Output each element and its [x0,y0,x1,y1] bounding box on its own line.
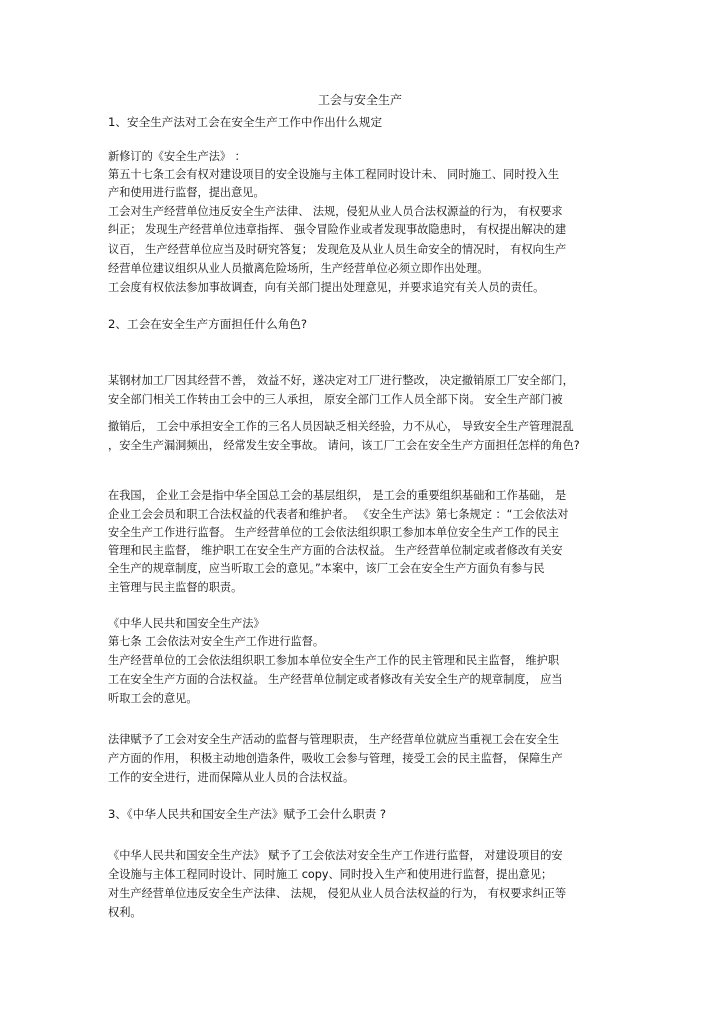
paragraph-line: 产和使用进行监督，提出意见。 [108,186,265,199]
paragraph-line: 纠正； 发现生产经营单位违章指挥、 强令冒险作业或者发现事故隐患时， 有权提出解决的建 [108,223,567,236]
paragraph-line: 工会度有权依法参加事故调查，向有关部门提出处理意见，并要求追究有关人员的责任。 [108,281,545,294]
paragraph-line: 听取工会的意见。 [108,692,198,705]
paragraph-line: 《中华人民共和国安全生产法》 赋予了工会依法对安全生产工作进行监督， 对建设项目的安 [108,849,563,862]
law-citation-title: 《中华人民共和国安全生产法》 [108,617,265,630]
document-title: 工会与安全生产 [317,93,402,107]
paragraph-line: 在我国， 企业工会是指中华全国总工会的基层组织， 是工会的重要组织基础和工作基础， 是 [108,489,567,502]
paragraph-line: 产方面的作用， 积极主动地创造条件，吸收工会参与管理，接受工会的民主监督， 保障生产 [108,752,563,765]
paragraph-line: 经营单位建议组织从业人员撤离危险场所，生产经营单位必须立即作出处理。 [108,262,489,275]
paragraph-line: 工在安全生产方面的合法权益。 生产经营单位制定或者修改有关安全生产的规章制度， 应当 [108,673,563,686]
paragraph-line: 主管理与民主监督的职责。 [108,581,243,594]
section-heading-3: 3、《中华人民共和国安全生产法》赋予工会什么职责 ? [108,807,387,821]
paragraph-line: 撤销后， 工会中承担安全工作的三名人员因缺乏相关经验，力不从心， 导致安全生产管理混乱 [108,420,574,433]
section-heading-1: 1、安全生产法对工会在安全生产工作中作出什么规定 [108,115,383,129]
paragraph-line: 新修订的《安全生产法》 ： [108,150,246,163]
paragraph-line: 法律赋予了工会对安全生产活动的监督与管理职责， 生产经营单位就应当重视工会在安全生 [108,733,560,746]
paragraph-line: 管理和民主监督， 维护职工在安全生产方面的合法权益。 生产经营单位制定或者修改有关安 [108,544,563,557]
paragraph-line: 全设施与主体工程同时设计、同时施工 copy、同时投入生产和使用进行监督，提出意见； [108,868,553,881]
paragraph-line: 对生产经营单位违反安全生产法律、 法规， 侵犯从业人员合法权益的行为， 有权要求纠正等 [108,887,567,900]
paragraph-line: 工会对生产经营单位违反安全生产法律、 法规，侵犯从业人员合法权源益的行为， 有权要求 [108,205,563,218]
paragraph-line: 第五十七条工会有权对建设项目的安全设施与主体工程同时设计未、 同时施工、同时投入生 [108,168,560,181]
paragraph-line: 安全部门相关工作转由工会中的三人承担， 原安全部门工作人员全部下岗。 安全生产部门被 [108,393,563,406]
paragraph-line: 安全生产工作进行监督。 生产经营单位的工会依法组织职工参加本单位安全生产工作的民主 [108,526,560,539]
paragraph-line: 企业工会会员和职工合法权益的代表者和维护者。 《安全生产法》第七条规定 ：“工会依法对 [108,508,569,521]
law-article-heading: 第七条 工会依法对安全生产工作进行监督。 [108,635,325,648]
paragraph-line: 议百， 生产经营单位应当及时研究答复； 发现危及从业人员生命安全的情况时， 有权向生产 [108,243,567,256]
paragraph-line: 全生产的规章制度，应当听取工会的意见。”本案中，该厂工会在安全生产方面负有参与民 [108,562,545,575]
section-heading-2: 2、工会在安全生产方面担任什么角色? [108,317,308,331]
paragraph-line: 工作的安全进行，进而保障从业人员的合法权益。 [108,771,355,784]
paragraph-line: ，安全生产漏洞频出， 经常发生安全事故。 请问，该工厂工会在安全生产方面担任怎样的角色? [108,439,580,452]
paragraph-line: 生产经营单位的工会依法组织职工参加本单位安全生产工作的民主管理和民主监督， 维护职 [108,654,560,667]
paragraph-line: 权利。 [108,906,142,919]
paragraph-line: 某钢材加工厂因其经营不善， 效益不好，遂决定对工厂进行整改， 决定撤销原工厂安全部门， [108,374,574,387]
